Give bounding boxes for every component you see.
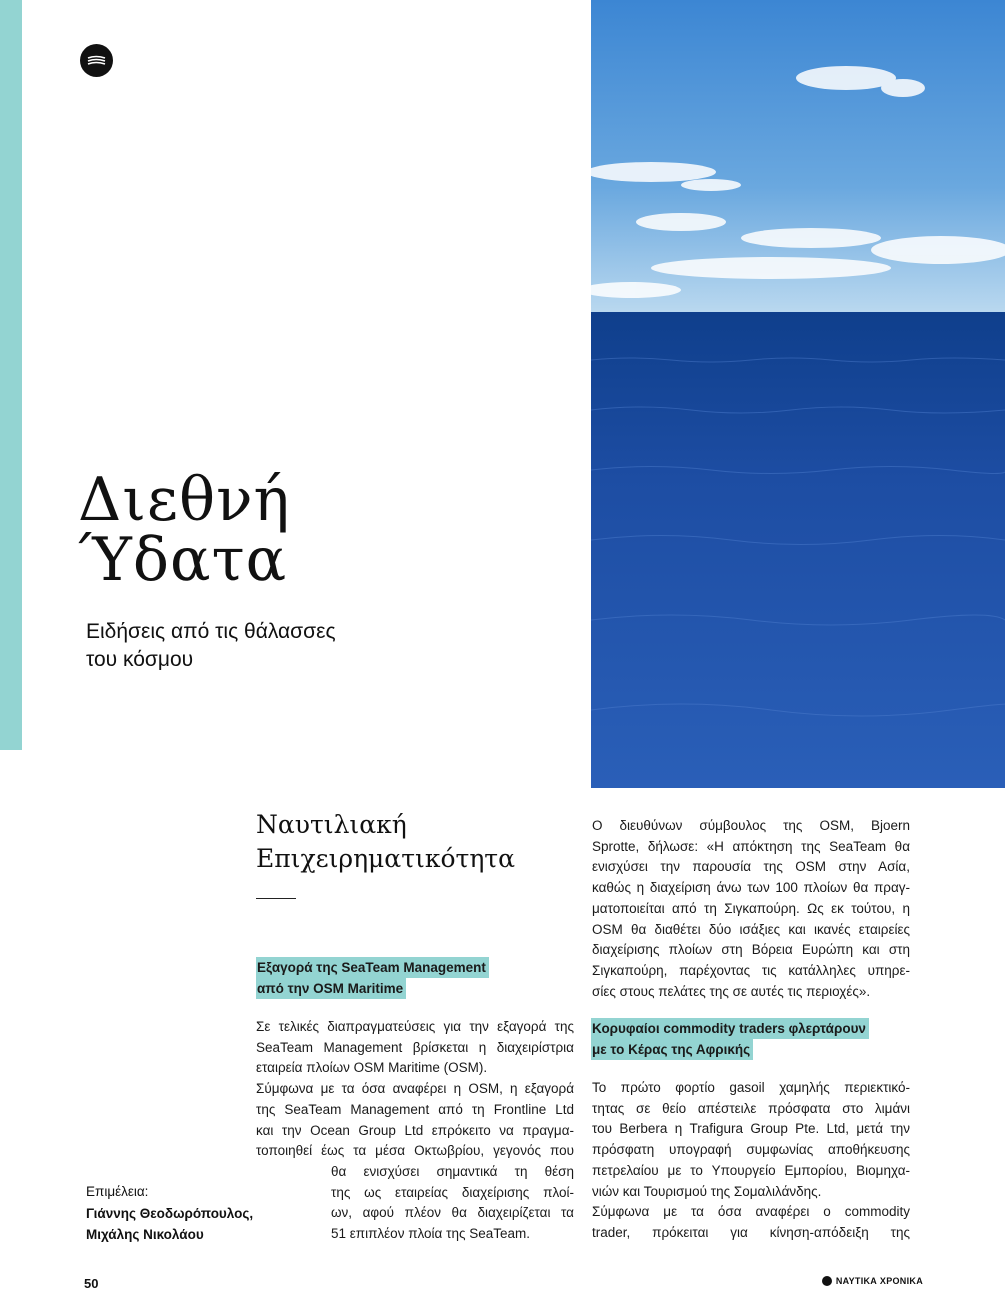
credits-name: Γιάννης Θεοδωρόπουλος, (86, 1205, 254, 1221)
credits-label: Επιμέλεια: (86, 1184, 149, 1199)
section-title-line1: Ναυτιλιακή (256, 810, 407, 839)
section-title (256, 808, 515, 876)
right-para2-line: trader, πρόκειται για κίνηση-απόδειξη της (592, 1224, 910, 1240)
right-para1-line: Ο διευθύνων σύμβουλος της OSM, Bjoern (592, 818, 910, 833)
publication-logo-icon (80, 44, 113, 77)
article2-heading (591, 1018, 869, 1060)
editor-credits (86, 1181, 253, 1246)
subtitle-line1: Ειδήσεις από τις θάλασσες (86, 620, 336, 643)
accent-sidebar-bar (0, 0, 22, 750)
right-para2-line: Σύμφωνα με τα όσα αναφέρει ο commodity (592, 1204, 910, 1220)
article1-line: SeaTeam Management βρίσκεται η διαχειρίστρια (256, 1039, 574, 1055)
article2-heading-line1: Κορυφαίοι commodity traders φλερτάρουν (591, 1018, 869, 1039)
article1-line: ων, αφού πλέον θα διαχειρίζεται τα (331, 1205, 574, 1221)
right-para2-line: Το πρώτο φορτίο gasoil χαμηλής περιεκτικό- (592, 1080, 910, 1095)
right-para2-line: νιών και Τουρισμού της Σομαλιλάνδης. (592, 1183, 822, 1199)
right-column-paragraph1 (592, 816, 910, 1002)
article1-heading-line1: Εξαγορά της SeaTeam Management (256, 957, 489, 978)
right-para1-line: σίες στους πελάτες της σε αυτές τις περιοχές». (592, 983, 871, 999)
right-para2-line: πρόσφατη υπογραφή συμφωνίας αποθήκευσης (592, 1142, 910, 1158)
article1-line: της SeaTeam Management από τη Frontline Ltd (256, 1101, 574, 1117)
article1-line: και την Ocean Group Ltd επρόκειτο να πραγμα- (256, 1122, 574, 1138)
main-title-line2: Ύδατα (78, 525, 288, 595)
subtitle-line2: του κόσμου (86, 648, 194, 671)
article1-line: θα ενισχύσει σημαντικά τη θέση (331, 1164, 574, 1179)
right-para1-line: Sprotte, δήλωσε: «Η απόκτηση της SeaTeam θα (592, 838, 910, 854)
article1-line: της ως εταιρείας διαχείρισης πλοί- (331, 1184, 574, 1200)
footer-publication (822, 1276, 923, 1286)
right-para2-line: πετρελαίου με το Υπουργείο Εμπορίου, Βιομηχα- (592, 1162, 910, 1178)
right-para1-line: Σιγκαπούρη, παρέχοντας τις κατάλληλες υπηρε- (592, 962, 910, 978)
right-para2-line: τητας σε θείο απέστειλε πρόσφατα στο λιμάνι (592, 1100, 910, 1116)
right-para1-line: OSM θα διαθέτει δύο ισάξιες και ικανές εταιρείες (592, 921, 910, 937)
article1-body-indented (331, 1162, 574, 1245)
publication-name: ΝΑΥΤΙΚΑ ΧΡΟΝΙΚΑ (835, 1276, 923, 1286)
right-column-paragraph2 (592, 1078, 910, 1244)
article1-line: τοποιηθεί έως τα μέσα Οκτωβρίου, γεγονός που (256, 1143, 574, 1159)
article2-heading-line2: με το Κέρας της Αφρικής (591, 1039, 753, 1060)
article1-heading-line2: από την OSM Maritime (256, 978, 406, 999)
article1-line: Σύμφωνα με τα όσα αναφέρει η OSM, η εξαγορά (256, 1081, 574, 1097)
right-para1-line: ματοποιείται από τη Σιγκαπούρη. Ως εκ τούτου, η (592, 900, 910, 916)
page-number: 50 (84, 1276, 99, 1291)
right-para1-line: καθώς η διαχείριση άνω των 100 πλοίων θα πραγ- (592, 880, 910, 896)
page-main-title (78, 465, 291, 595)
sea-area (591, 312, 1005, 788)
sea-horizon-photo (591, 0, 1005, 788)
right-para1-line: διαχείρισης πλοίων στη Βόρεια Ευρώπη και στη (592, 942, 910, 958)
publication-mini-logo-icon (822, 1276, 832, 1286)
main-title-line1: Διεθνή (78, 465, 291, 535)
article1-line: Σε τελικές διαπραγματεύσεις για την εξαγορά της (256, 1019, 574, 1034)
article1-heading (256, 957, 489, 999)
right-para1-line: ενισχύσει την παρουσία της OSM στην Ασία, (592, 859, 910, 875)
section-divider (256, 898, 296, 899)
article1-line: 51 επιπλέον πλοία της SeaTeam. (331, 1226, 530, 1242)
article1-body (256, 1017, 574, 1162)
right-para2-line: του Berbera η Trafigura Group Pte. Ltd, μετά την (592, 1121, 910, 1137)
credits-name: Μιχάλης Νικολάου (86, 1227, 204, 1242)
article1-line: εταιρεία πλοίων OSM Maritime (OSM). (256, 1060, 488, 1076)
page-subtitle (86, 618, 336, 674)
section-title-line2: Επιχειρηματικότητα (256, 844, 516, 873)
